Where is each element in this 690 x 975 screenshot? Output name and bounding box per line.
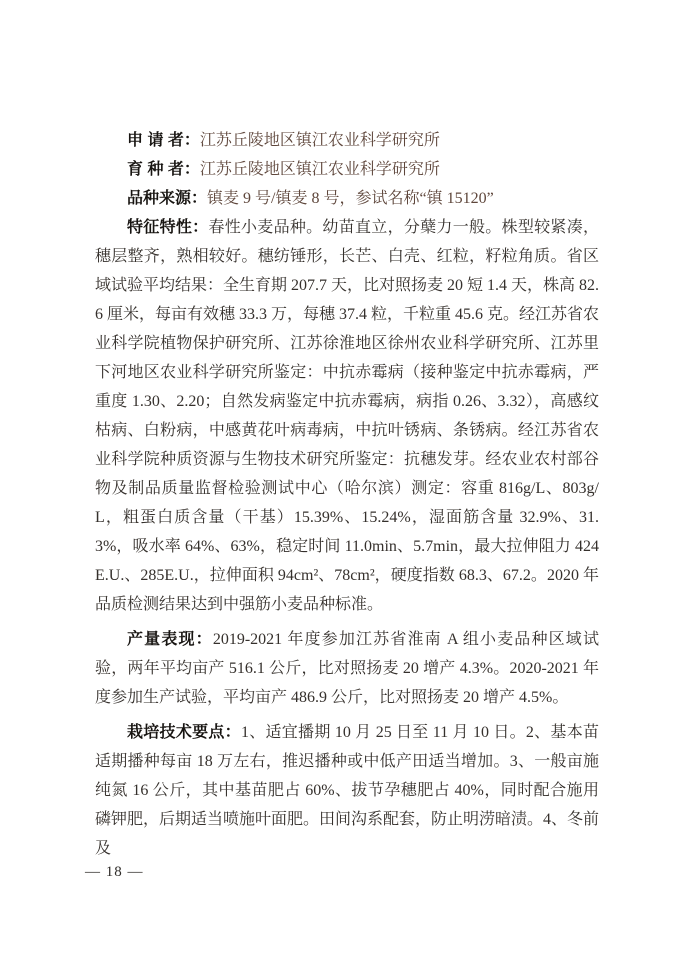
paragraph-cultivation-techniques-label: 栽培技术要点： xyxy=(127,724,241,741)
field-variety-source-label: 品种来源： xyxy=(127,190,208,207)
paragraph-characteristics-text: 春性小麦品种。幼苗直立，分蘖力一般。株型较紧凑，穗层整齐，熟相较好。穗纺锤形，长芒、白壳、红粒，籽粒角质。省区域试验平均结果：全生育期 207.7 天，比对照扬麦 20 短 1.4 天，株高 82.6 厘米，每亩有效穗 33.3 万，每穗 37.4 粒，千粒重 45.6 克。经江苏省农业科学院植物保护研究所、江苏徐淮地区徐州农业科学研究所、江苏里下河地区农业科学研究所鉴定：中抗赤霉病（接种鉴定中抗赤霉病，严重度 1.30、2.20；自然发病鉴定中抗赤霉病，病指 0.26、3.32），高感纹枯病、白粉病，中感黄花叶病毒病，中抗叶锈病、条锈病。经江苏省农业科学院种质资源与生物技术研究所鉴定：抗穗发芽。经农业农村部谷物及制品质量监督检验测试中心（哈尔滨）测定：容重 816g/L、803g/L，粗蛋白质含量（干基）15.39%、15.24%，湿面筋含量 32.9%、31.3%，吸水率 64%、63%，稳定时间 11.0min、5.7min，最大拉伸阻力 424E.U.、285E.U.，拉伸面积 94cm²、78cm²，硬度指数 68.3、67.2。2020 年品质检测结果达到中强筋小麦品种标准。 xyxy=(95,219,600,613)
paragraph-yield-performance-label: 产量表现： xyxy=(127,631,213,648)
paragraph-cultivation-techniques-text: 1、适宜播期 10 月 25 日至 11 月 10 日。2、基本苗适期播种每亩 18 万左右，推迟播种或中低产田适当增加。3、一般亩施纯氮 16 公斤，其中基苗肥占 60%、拔节孕穗肥占 40%，同时配合施用磷钾肥，后期适当喷施叶面肥。田间沟系配套，防止明涝暗渍。4、冬前及 xyxy=(95,724,600,857)
document-body xyxy=(95,126,599,863)
field-variety-source xyxy=(95,184,599,213)
page-number: — 18 — xyxy=(85,864,144,880)
paragraph-characteristics-label: 特征特性： xyxy=(127,219,209,236)
paragraph-characteristics xyxy=(95,213,599,619)
field-applicant xyxy=(95,126,599,155)
paragraph-yield-performance xyxy=(95,625,599,712)
paragraph-yield-performance-text: 2019-2021 年度参加江苏省淮南 A 组小麦品种区域试验，两年平均亩产 516.1 公斤，比对照扬麦 20 增产 4.3%。2020-2021 年度参加生产试验，平均亩产 486.9 公斤，比对照扬麦 20 增产 4.5%。 xyxy=(95,631,599,706)
paragraph-cultivation-techniques xyxy=(95,718,599,863)
field-breeder-value: 江苏丘陵地区镇江农业科学研究所 xyxy=(199,161,440,178)
field-breeder xyxy=(95,155,599,184)
field-applicant-label: 申 请 者： xyxy=(127,132,200,149)
field-variety-source-value: 镇麦 9 号/镇麦 8 号，参试名称“镇 15120” xyxy=(207,190,494,207)
field-applicant-value: 江苏丘陵地区镇江农业科学研究所 xyxy=(199,132,440,149)
field-breeder-label: 育 种 者： xyxy=(127,161,200,178)
